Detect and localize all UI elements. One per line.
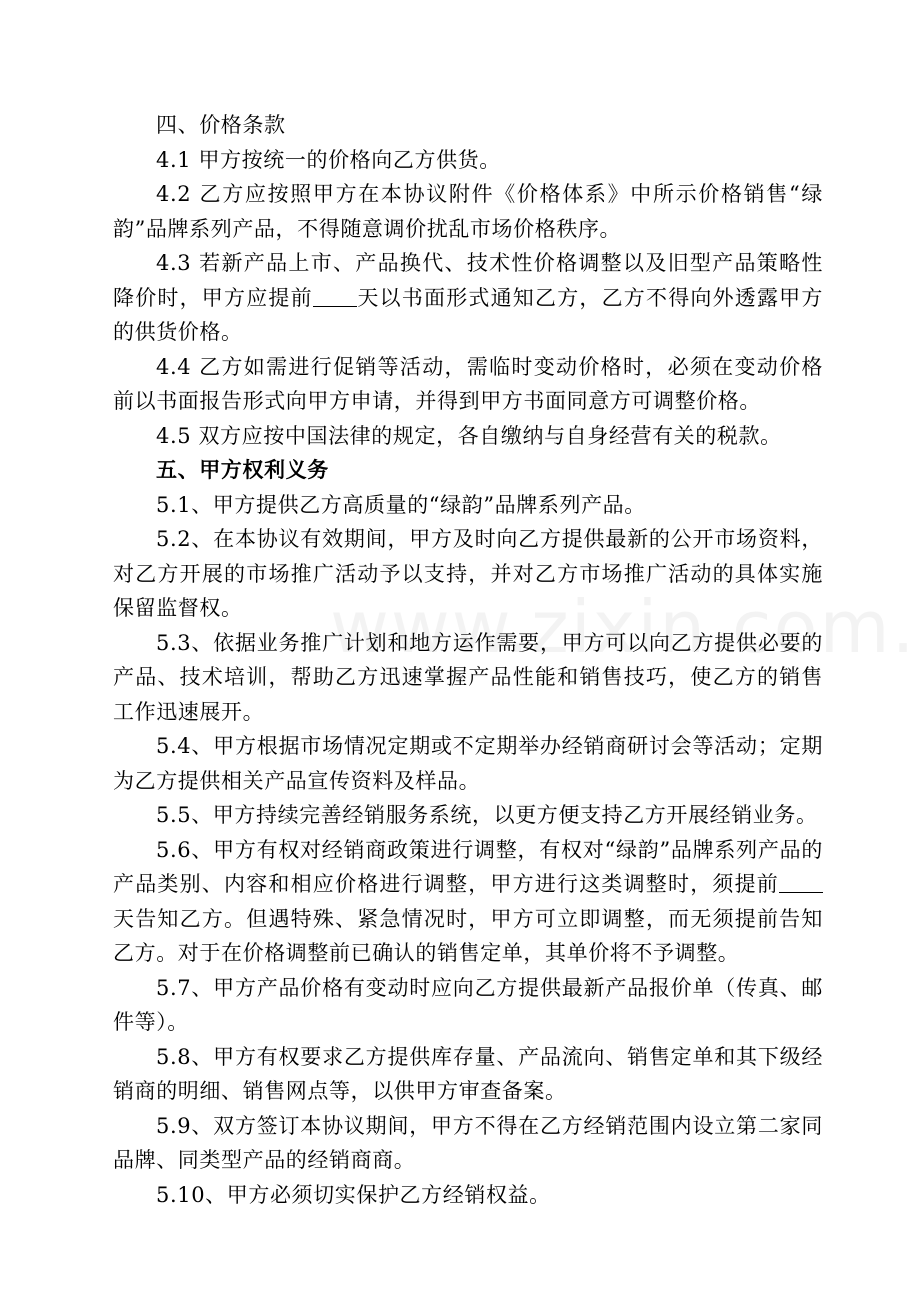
clause-5-7: 5.7、甲方产品价格有变动时应向乙方提供最新产品报价单（传真、邮件等）。 — [113, 975, 823, 1034]
clause-5-8: 5.8、甲方有权要求乙方提供库存量、产品流向、销售定单和其下级经销商的明细、销售网点等，以供甲方审查备案。 — [113, 1044, 823, 1103]
clause-4-3-text-after: 天以书面形式通知乙方，乙方不得向外透露甲方的供货价格。 — [113, 285, 823, 344]
clause-4-3-text-before: 4.3 若新产品上市、产品换代、技术性价格调整以及旧型产品策略性降价时，甲方应提前 — [113, 251, 823, 310]
section-heading-party-a-rights: 五、甲方权利义务 — [156, 457, 329, 482]
clause-4-4: 4.4 乙方如需进行促销等活动，需临时变动价格时，必须在变动价格前以书面报告形式向甲方申请，并得到甲方书面同意方可调整价格。 — [113, 354, 823, 413]
clause-5-6-text-before: 5.6、甲方有权对经销商政策进行调整，有权对“绿韵”品牌系列产品的产品类别、内容和相应价格进行调整，甲方进行这类调整时，须提前 — [113, 837, 823, 896]
section-heading-price-terms: 四、价格条款 — [156, 113, 286, 137]
blank-days-field — [779, 871, 823, 893]
clause-5-10: 5.10、甲方必须切实保护乙方经销权益。 — [156, 1182, 551, 1207]
clause-5-3: 5.3、依据业务推广计划和地方运作需要，甲方可以向乙方提供必要的产品、技术培训，帮助乙方迅速掌握产品性能和销售技巧，使乙方的销售工作迅速展开。 — [113, 630, 823, 724]
clause-4-1: 4.1 甲方按统一的价格向乙方供货。 — [156, 147, 501, 172]
clause-5-2: 5.2、在本协议有效期间，甲方及时向乙方提供最新的公开市场资料，对乙方开展的市场推广活动予以支持，并对乙方市场推广活动的具体实施保留监督权。 — [113, 527, 823, 620]
clause-5-5: 5.5、甲方持续完善经销服务系统，以更方便支持乙方开展经销业务。 — [156, 803, 818, 827]
clause-5-4: 5.4、甲方根据市场情况定期或不定期举办经销商研讨会等活动；定期为乙方提供相关产品宣传资料及样品。 — [113, 734, 823, 793]
document-body — [113, 108, 823, 1212]
clause-4-2: 4.2 乙方应按照甲方在本协议附件《价格体系》中所示价格销售“绿韵”品牌系列产品，不得随意调价扰乱市场价格秩序。 — [113, 182, 823, 241]
clause-5-1: 5.1、甲方提供乙方高质量的“绿韵”品牌系列产品。 — [156, 492, 646, 517]
clause-4-5: 4.5 双方应按中国法律的规定，各自缴纳与自身经营有关的税款。 — [156, 423, 782, 448]
clause-5-6 — [113, 833, 823, 971]
clause-5-9: 5.9、双方签订本协议期间，甲方不得在乙方经销范围内设立第二家同品牌、同类型产品的经销商商。 — [113, 1113, 823, 1172]
clause-5-6-text-after: 天告知乙方。但遇特殊、紧急情况时，甲方可立即调整，而无须提前告知乙方。对于在价格调整前已确认的销售定单，其单价将不予调整。 — [113, 906, 823, 965]
clause-4-3 — [113, 246, 823, 350]
blank-days-field — [313, 285, 357, 307]
